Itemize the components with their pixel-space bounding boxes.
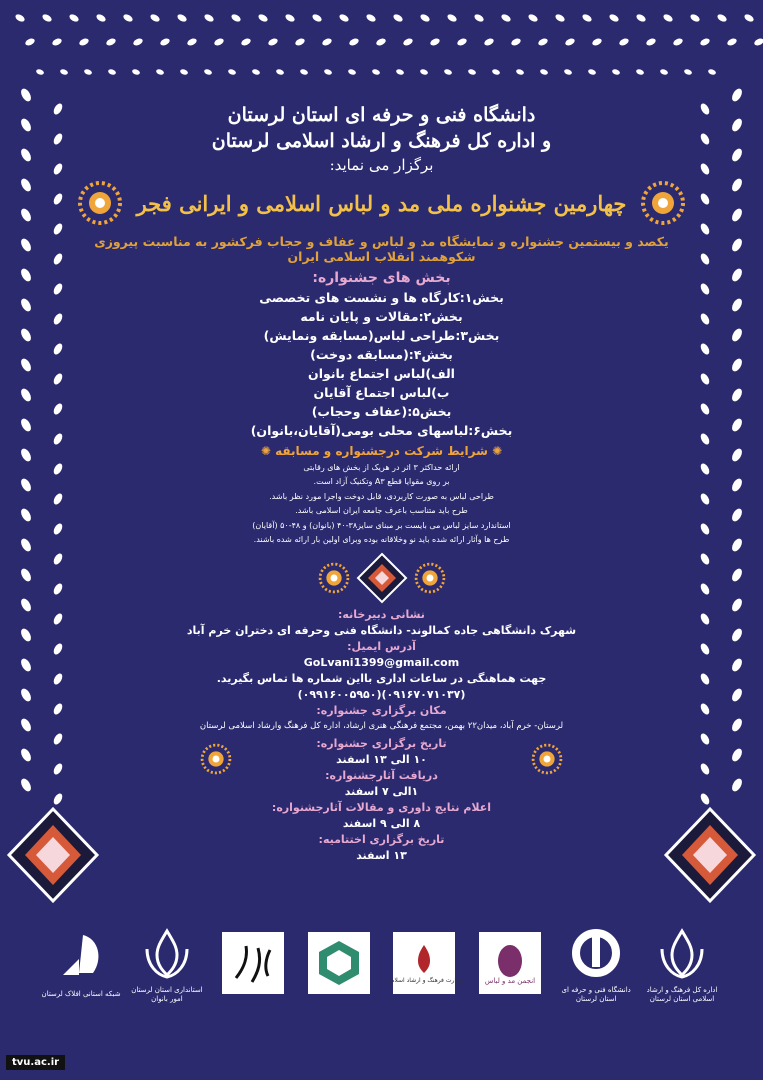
- border-drop: [443, 68, 452, 75]
- border-drop: [699, 132, 711, 146]
- border-drop: [699, 582, 711, 596]
- section-item: بخش۱:کارگاه ها و نشست های تخصصی: [259, 290, 504, 305]
- venue-title: مکان برگزاری جشنواره:: [316, 704, 447, 718]
- border-drop: [19, 627, 33, 643]
- border-drop: [19, 177, 33, 193]
- border-drop: [419, 68, 428, 75]
- border-drop: [52, 462, 64, 476]
- border-drop: [19, 147, 33, 163]
- border-drop: [699, 282, 711, 296]
- border-drop: [730, 207, 744, 223]
- border-drop: [267, 37, 279, 47]
- border-drop: [365, 13, 377, 23]
- border-drop: [402, 37, 414, 47]
- border-drop: [52, 612, 64, 626]
- border-drop: [19, 687, 33, 703]
- border-drop: [19, 117, 33, 133]
- border-drop: [699, 792, 711, 806]
- border-drop: [68, 13, 80, 23]
- logo-fashion-association: [469, 932, 551, 994]
- border-drop: [587, 68, 596, 75]
- condition-line: استاندارد سایز لباس می بایست بر مبنای سایز۳۸-۴۰ (بانوان) و ۴۸-۵۰ (آقایان): [252, 520, 511, 530]
- border-drop: [19, 417, 33, 433]
- border-drop: [19, 747, 33, 763]
- border-drop: [730, 447, 744, 463]
- date-value: ۸ الی ۹ اسفند: [342, 816, 421, 830]
- border-drop: [554, 13, 566, 23]
- border-drop: [699, 402, 711, 416]
- border-drop: [52, 642, 64, 656]
- header-line-3: برگزار می نماید:: [329, 156, 434, 174]
- logo-tvu: [555, 922, 637, 1003]
- border-drop: [83, 68, 92, 75]
- border-drop: [41, 13, 53, 23]
- border-drop: [672, 37, 684, 47]
- border-drop: [699, 342, 711, 356]
- star-icon: ✺: [492, 444, 503, 458]
- logo-caption: اداره کل فرهنگ و ارشاد اسلامی استان لرستان: [646, 986, 718, 1003]
- logo-ershad: [641, 922, 723, 1003]
- border-drop: [662, 13, 674, 23]
- border-drop: [500, 13, 512, 23]
- border-drop: [456, 37, 468, 47]
- email-link[interactable]: GoLvani1399@gmail.com: [303, 656, 460, 670]
- center-ornament-row: [70, 552, 693, 604]
- border-drop: [19, 597, 33, 613]
- border-drop: [392, 13, 404, 23]
- phone-numbers: (۰۹۱۶۷۰۷۱۰۳۷)(۰۹۹۱۶۰۰۵۹۵۰): [297, 688, 466, 702]
- logo-caption: استانداری استان لرستان امور بانوان: [131, 986, 203, 1003]
- poster-content: [70, 100, 693, 865]
- border-drop: [105, 37, 117, 47]
- border-drop: [155, 68, 164, 75]
- border-drop: [19, 507, 33, 523]
- border-drop: [52, 162, 64, 176]
- border-drop: [635, 68, 644, 75]
- border-drop: [52, 372, 64, 386]
- border-drop: [52, 672, 64, 686]
- border-drop: [213, 37, 225, 47]
- border-drop: [338, 13, 350, 23]
- border-drop: [122, 13, 134, 23]
- border-drop: [52, 252, 64, 266]
- border-drop: [591, 37, 603, 47]
- section-item: ب)لباس اجتماع آقایان: [313, 385, 450, 400]
- border-drop: [699, 222, 711, 236]
- logo-ministry: [383, 932, 465, 994]
- section-item: بخش۳:طراحی لباس(مسابقه ونمایش): [263, 328, 500, 343]
- border-drop: [730, 597, 744, 613]
- border-drop: [537, 37, 549, 47]
- border-drop: [19, 87, 33, 103]
- date-title: دریافت آثارجشنواره:: [325, 768, 438, 782]
- border-drop: [699, 102, 711, 116]
- diamond-ornament-icon: [356, 552, 408, 604]
- border-drop: [527, 13, 539, 23]
- border-drop: [699, 162, 711, 176]
- border-drop: [611, 68, 620, 75]
- border-drop: [51, 37, 63, 47]
- festival-subtitle: یکصد و بیستمین جشنواره و نمایشگاه مد و لباس و عفاف و حجاب فرکشور به مناسبت پیروزی شکوهمند انقلاب اسلامی ایران: [94, 234, 669, 264]
- section-item: بخش۴:(مسابقه دوخت): [310, 347, 453, 362]
- section-item: الف)لباس اجتماع بانوان: [308, 366, 455, 381]
- border-drop: [730, 417, 744, 433]
- condition-line: طراحی لباس به صورت کاربردی، قابل دوخت واجرا مورد نظر باشد.: [269, 491, 494, 501]
- border-drop: [699, 762, 711, 776]
- border-drop: [419, 13, 431, 23]
- border-drop: [699, 702, 711, 716]
- border-drop: [251, 68, 260, 75]
- sections-title: بخش های جشنواره:: [312, 270, 451, 286]
- sun-ornament-icon: [414, 562, 446, 594]
- border-drop: [699, 642, 711, 656]
- border-drop: [683, 68, 692, 75]
- border-drop: [730, 537, 744, 553]
- border-drop: [699, 522, 711, 536]
- border-drop: [230, 13, 242, 23]
- border-drop: [348, 37, 360, 47]
- border-drop: [743, 13, 755, 23]
- aflak-logo: [50, 926, 112, 988]
- border-drop: [699, 612, 711, 626]
- border-drop: [321, 37, 333, 47]
- border-drop: [19, 777, 33, 793]
- border-drop: [730, 297, 744, 313]
- condition-line: ارائه حداکثر ۳ اثر در هریک از بخش های رقابتی: [303, 463, 460, 472]
- border-drop: [608, 13, 620, 23]
- calligraphy-logo: [222, 932, 284, 994]
- conditions-list: [70, 462, 693, 546]
- venue-text: لرستان- خرم آباد، میدان۲۲ بهمن، مجتمع فرهنگی هنری ارشاد، اداره کل فرهنگ وارشاد اسلامی لرستان: [199, 721, 564, 732]
- border-drop: [581, 13, 593, 23]
- conditions-title: شرایط شرکت درجشنواره و مسابقه: [275, 444, 488, 458]
- border-drop: [645, 37, 657, 47]
- border-drop: [52, 132, 64, 146]
- border-drop: [19, 657, 33, 673]
- border-drop: [19, 327, 33, 343]
- border-drop: [19, 387, 33, 403]
- section-item: بخش۲:مقالات و پایان نامه: [300, 309, 463, 324]
- logo-aflak: [40, 926, 122, 998]
- border-drop: [689, 13, 701, 23]
- sun-ornament-icon: [640, 180, 686, 226]
- section-item: بخش۵:(عفاف وحجاب): [311, 404, 452, 419]
- border-drop: [618, 37, 630, 47]
- condition-line: طرح ها وآثار ارائه شده باید نو وخلاقانه بوده وبرای اولین بار ارائه شده باشند.: [253, 534, 510, 544]
- border-drop: [52, 552, 64, 566]
- border-drop: [707, 68, 716, 75]
- emblem-icon: [651, 922, 713, 984]
- border-drop: [52, 312, 64, 326]
- sections-list: [70, 290, 693, 438]
- border-drop: [730, 657, 744, 673]
- border-drop: [19, 477, 33, 493]
- border-drop: [275, 68, 284, 75]
- border-drop: [510, 37, 522, 47]
- border-drop: [19, 237, 33, 253]
- border-drop: [52, 792, 64, 806]
- logo-governorate: [126, 922, 208, 1003]
- secretariat-title: نشانی دبیرخانه:: [338, 608, 425, 622]
- border-drop: [515, 68, 524, 75]
- logo-calligraphy: [212, 932, 294, 994]
- condition-line: طرح باید متناسب باعرف جامعه ایران اسلامی باشد.: [295, 506, 468, 516]
- border-drop: [323, 68, 332, 75]
- border-drop: [52, 102, 64, 116]
- border-drop: [24, 37, 36, 47]
- border-drop: [78, 37, 90, 47]
- border-drop: [19, 567, 33, 583]
- date-value: ۱۳ اسفند: [356, 848, 407, 862]
- tvu-logo-icon: [565, 922, 627, 984]
- border-drop: [52, 492, 64, 506]
- border-drop: [730, 357, 744, 373]
- logo-caption: شبکه استانی افلاک لرستان: [41, 990, 121, 999]
- dates-block: [70, 737, 693, 862]
- border-drop: [716, 13, 728, 23]
- border-drop: [52, 702, 64, 716]
- sun-ornament-icon: [531, 743, 563, 775]
- border-drop: [19, 357, 33, 373]
- border-drop: [149, 13, 161, 23]
- border-drop: [726, 37, 738, 47]
- border-drop: [52, 762, 64, 776]
- border-drop: [753, 37, 763, 47]
- border-drop: [19, 537, 33, 553]
- green-logo: [308, 932, 370, 994]
- date-value: ۱۰ الی ۱۳ اسفند: [336, 752, 427, 766]
- sun-ornament-icon: [200, 743, 232, 775]
- border-drop: [730, 777, 744, 793]
- border-drop: [52, 192, 64, 206]
- border-drop: [52, 732, 64, 746]
- border-drop: [699, 492, 711, 506]
- border-drop: [699, 252, 711, 266]
- border-drop: [14, 13, 26, 23]
- border-drop: [730, 717, 744, 733]
- border-drop: [19, 297, 33, 313]
- border-drop: [35, 68, 44, 75]
- conditions-title-row: [70, 444, 693, 458]
- star-icon: ✺: [260, 444, 271, 458]
- border-drop: [491, 68, 500, 75]
- border-drop: [730, 687, 744, 703]
- date-value: ۱الی ۷ اسفند: [344, 784, 419, 798]
- coordination-text: جهت هماهنگی در ساعات اداری بااین شماره ها تماس بگیرید.: [216, 672, 547, 686]
- condition-line: بر روی مقوایا قطع A۳ وتکنیک آزاد است.: [313, 477, 450, 487]
- festival-title: چهارمین جشنواره ملی مد و لباس اسلامی و ایرانی فجر: [136, 190, 627, 216]
- emblem-icon: [136, 922, 198, 984]
- sun-ornament-icon: [77, 180, 123, 226]
- border-drop: [730, 117, 744, 133]
- border-drop: [635, 13, 647, 23]
- festival-title-row: [70, 180, 693, 226]
- border-drop: [659, 68, 668, 75]
- secretariat-address: شهرک دانشگاهی جاده کمالوند- دانشگاه فنی وحرفه ای دختران خرم آباد: [186, 624, 577, 638]
- border-drop: [730, 747, 744, 763]
- border-drop: [730, 507, 744, 523]
- svg-text:وزارت فرهنگ و ارشاد اسلامی: وزارت فرهنگ و ارشاد اسلامی: [386, 976, 463, 984]
- border-drop: [730, 567, 744, 583]
- border-drop: [699, 462, 711, 476]
- border-drop: [563, 68, 572, 75]
- border-drop: [59, 68, 68, 75]
- border-drop: [52, 522, 64, 536]
- date-title: اعلام نتایج داوری و مقالات آثارجشنواره:: [271, 800, 492, 814]
- ministry-logo: [386, 932, 463, 994]
- fashion-association-logo: [479, 932, 541, 994]
- border-drop: [294, 37, 306, 47]
- border-drop: [52, 402, 64, 416]
- border-drop: [299, 68, 308, 75]
- header-line-1: دانشگاه فنی و حرفه ای استان لرستان: [227, 104, 536, 126]
- border-drop: [52, 222, 64, 236]
- border-drop: [730, 147, 744, 163]
- border-drop: [730, 237, 744, 253]
- email-title: آدرس ایمیل:: [347, 640, 416, 654]
- border-drop: [52, 432, 64, 446]
- border-drop: [429, 37, 441, 47]
- logo-caption: دانشگاه فنی و حرفه ای استان لرستان: [561, 986, 631, 1003]
- border-drop: [730, 267, 744, 283]
- border-drop: [699, 552, 711, 566]
- border-drop: [699, 37, 711, 47]
- border-drop: [132, 37, 144, 47]
- border-drop: [730, 327, 744, 343]
- border-drop: [699, 312, 711, 326]
- date-title: تاریخ برگزاری جشنواره:: [316, 736, 447, 750]
- border-drop: [473, 13, 485, 23]
- border-drop: [730, 177, 744, 193]
- border-drop: [179, 68, 188, 75]
- border-drop: [19, 207, 33, 223]
- border-drop: [107, 68, 116, 75]
- border-drop: [699, 732, 711, 746]
- header-line-2: و اداره کل فرهنگ و ارشاد اسلامی لرستان: [211, 130, 552, 152]
- border-drop: [730, 87, 744, 103]
- border-drop: [227, 68, 236, 75]
- border-drop: [699, 672, 711, 686]
- site-watermark[interactable]: tvu.ac.ir: [6, 1055, 65, 1070]
- border-drop: [52, 582, 64, 596]
- border-drop: [375, 37, 387, 47]
- border-drop: [240, 37, 252, 47]
- border-drop: [284, 13, 296, 23]
- border-drop: [186, 37, 198, 47]
- border-drop: [395, 68, 404, 75]
- border-drop: [203, 68, 212, 75]
- border-drop: [19, 447, 33, 463]
- border-drop: [483, 37, 495, 47]
- section-item: بخش۶:لباسهای محلی بومی(آقایان،بانوان): [250, 423, 513, 438]
- logo-green: [298, 932, 380, 994]
- border-drop: [699, 192, 711, 206]
- border-drop: [730, 627, 744, 643]
- border-drop: [159, 37, 171, 47]
- border-drop: [257, 13, 269, 23]
- sun-ornament-icon: [318, 562, 350, 594]
- border-drop: [446, 13, 458, 23]
- border-drop: [19, 717, 33, 733]
- border-drop: [730, 387, 744, 403]
- border-drop: [539, 68, 548, 75]
- date-title: تاریخ برگزاری اختتامیه:: [318, 832, 445, 846]
- border-drop: [52, 282, 64, 296]
- border-drop: [347, 68, 356, 75]
- border-drop: [52, 342, 64, 356]
- border-drop: [95, 13, 107, 23]
- border-drop: [564, 37, 576, 47]
- border-drop: [699, 372, 711, 386]
- border-drop: [131, 68, 140, 75]
- sponsor-logos: [40, 925, 723, 1003]
- svg-text:انجمن مد و لباس: انجمن مد و لباس: [485, 976, 536, 985]
- border-drop: [203, 13, 215, 23]
- border-drop: [19, 267, 33, 283]
- border-drop: [730, 477, 744, 493]
- border-drop: [311, 13, 323, 23]
- border-drop: [371, 68, 380, 75]
- border-drop: [467, 68, 476, 75]
- border-drop: [699, 432, 711, 446]
- border-drop: [176, 13, 188, 23]
